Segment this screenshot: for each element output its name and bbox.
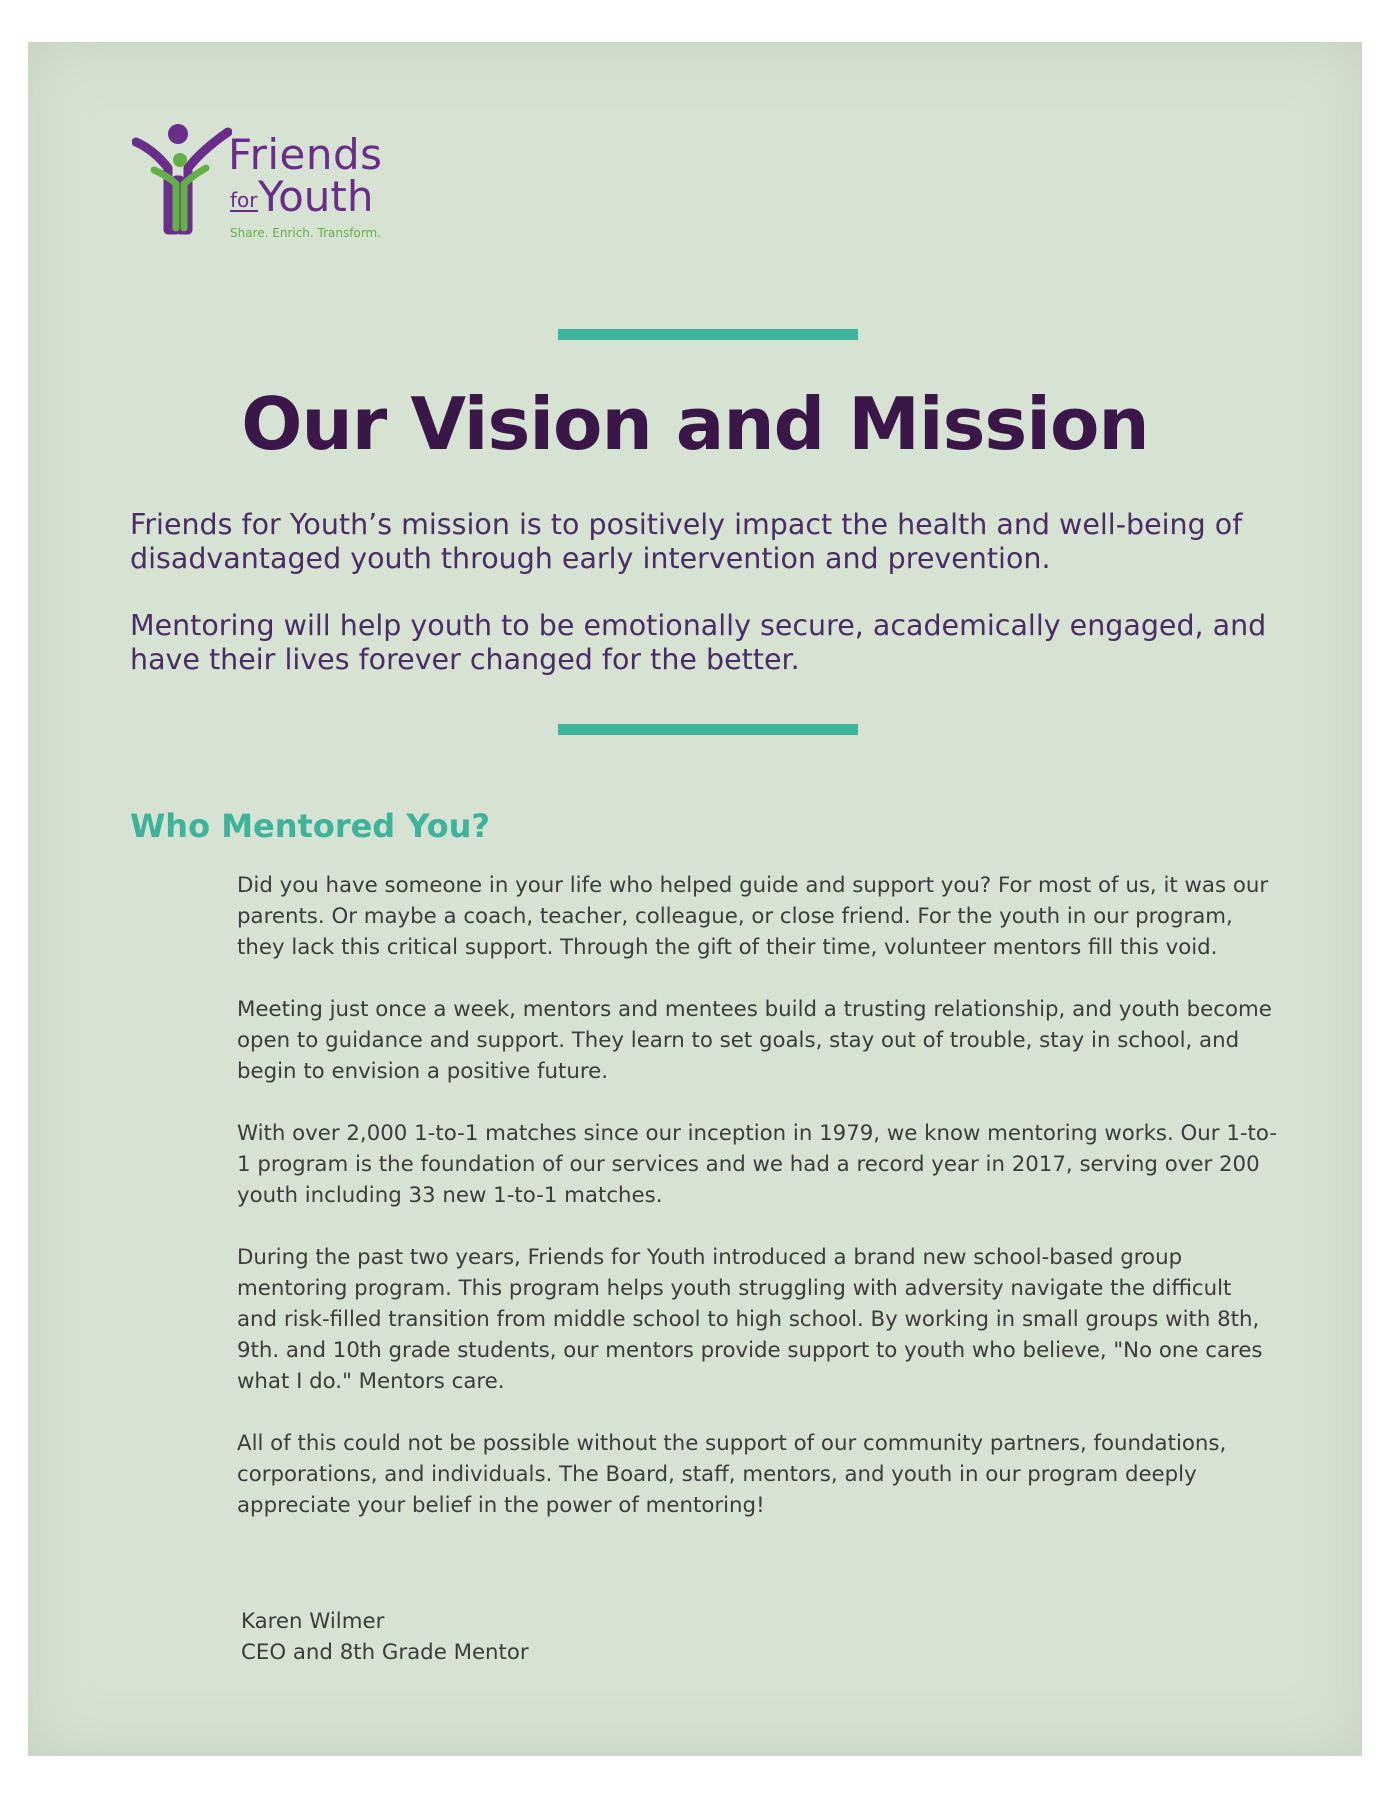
signature-name: Karen Wilmer xyxy=(241,1609,385,1634)
logo-tagline: Share. Enrich. Transform. xyxy=(230,226,382,240)
signature-block xyxy=(241,1606,529,1668)
page-sheet xyxy=(28,42,1362,1756)
friends-for-youth-logo xyxy=(132,120,412,250)
logo-friends-text: Friends xyxy=(228,130,383,179)
letter-paragraph: With over 2,000 1-to-1 matches since our inception in 1979, we know mentoring works. Our 1-to-1 program is the foundation of our services and we had a record year in 2017, serving over 200 youth including 33 new 1-to-1 matches. xyxy=(237,1121,1278,1208)
letter-paragraph: Meeting just once a week, mentors and mentees build a trusting relationship, and youth become open to guidance and support. They learn to set goals, stay out of trouble, stay in school, and begin to envision a positive future. xyxy=(237,997,1272,1084)
vision-statement: Mentoring will help youth to be emotionally secure, academically engaged, and have their lives forever changed for the better. xyxy=(130,609,1267,676)
section-heading: Who Mentored You? xyxy=(130,807,490,845)
bottom-divider xyxy=(558,724,858,735)
letter-paragraph: During the past two years, Friends for Youth introduced a brand new school-based group mentoring program. This program helps youth struggling with adversity navigate the difficult and risk-filled transition from middle school to high school. By working in small groups with 8th, 9th. and 10th grade students, our mentors provide support to youth who believe, "No one cares what I do." Mentors care. xyxy=(237,1245,1263,1394)
letter-body xyxy=(237,870,1277,1552)
letter-paragraph: All of this could not be possible without the support of our community partners, foundations, corporations, and individuals. The Board, staff, mentors, and youth in our program deeply appreciate your belief in the power of mentoring! xyxy=(237,1431,1227,1518)
logo-for-text: for xyxy=(230,188,258,212)
top-divider xyxy=(558,329,858,340)
page-title: Our Vision and Mission xyxy=(241,382,1149,466)
mission-statement: Friends for Youth’s mission is to positively impact the health and well-being of disadvantaged youth through early intervention and prevention. xyxy=(130,508,1243,575)
logo-youth-text: Youth xyxy=(258,172,374,221)
signature-role: CEO and 8th Grade Mentor xyxy=(241,1640,529,1665)
letter-paragraph: Did you have someone in your life who helped guide and support you? For most of us, it was our parents. Or maybe a coach, teacher, colleague, or close friend. For the youth in our program, they lack this critical support. Through the gift of their time, volunteer mentors fill this void. xyxy=(237,873,1269,960)
logo-figures-icon xyxy=(132,120,232,240)
